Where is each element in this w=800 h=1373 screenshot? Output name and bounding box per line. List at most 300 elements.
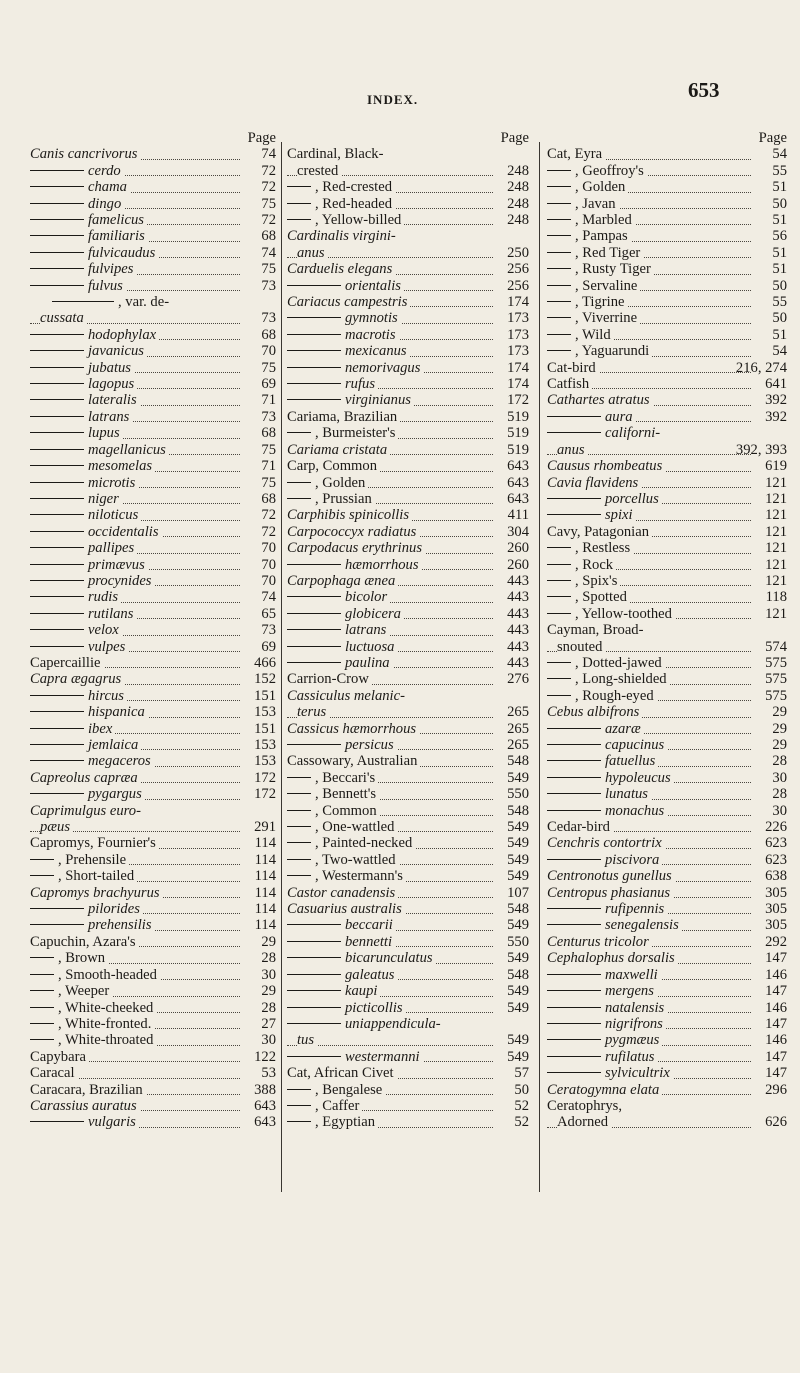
entry-page-number: 55 bbox=[772, 162, 787, 179]
index-entry bbox=[547, 983, 787, 999]
entry-term: Cat, African Civet bbox=[287, 1065, 394, 1082]
entry-term: occidentalis bbox=[88, 523, 159, 540]
entry-page-number: 68 bbox=[261, 326, 276, 343]
entry-term: Cariacus campestris bbox=[287, 294, 408, 311]
entry-term: persicus bbox=[345, 737, 394, 754]
entry-page-number: 575 bbox=[765, 654, 787, 671]
index-entry bbox=[30, 392, 276, 408]
entry-page-number: 71 bbox=[261, 392, 276, 409]
index-entry bbox=[30, 704, 276, 720]
index-entry bbox=[30, 1065, 276, 1081]
ditto-dash bbox=[547, 301, 571, 302]
index-entry bbox=[547, 376, 787, 392]
entry-page-number: 265 bbox=[507, 737, 529, 754]
ditto-dash bbox=[30, 793, 84, 794]
index-entry bbox=[547, 327, 787, 343]
entry-page-number: 643 bbox=[254, 1114, 276, 1131]
entry-text-wrap bbox=[30, 901, 143, 917]
entry-text-wrap bbox=[30, 868, 137, 884]
entry-page-number: 549 bbox=[507, 917, 529, 934]
entry-text-wrap bbox=[287, 261, 395, 277]
entry-page-number: 172 bbox=[507, 392, 529, 409]
index-entry bbox=[30, 770, 276, 786]
entry-page-number: 147 bbox=[765, 1065, 787, 1082]
entry-term: , Yellow-billed bbox=[315, 212, 402, 229]
ditto-dash bbox=[287, 482, 311, 483]
entry-text-wrap bbox=[547, 376, 592, 392]
ditto-dash bbox=[287, 317, 341, 318]
ditto-dash bbox=[287, 350, 341, 351]
index-column-3 bbox=[547, 130, 787, 1131]
entry-page-number: 114 bbox=[254, 884, 276, 901]
entry-text-wrap bbox=[287, 475, 368, 491]
entry-text-wrap bbox=[287, 1065, 397, 1081]
entry-term: , Rough-eyed bbox=[575, 687, 654, 704]
entry-text-wrap bbox=[30, 524, 162, 540]
ditto-dash bbox=[30, 170, 84, 171]
entry-text-wrap bbox=[547, 179, 628, 195]
entry-page-number: 549 bbox=[507, 868, 529, 885]
entry-page-number: 172 bbox=[254, 786, 276, 803]
entry-page-number: 276 bbox=[507, 671, 529, 688]
index-entry bbox=[287, 491, 529, 507]
entry-term: Cassiculus melanic- bbox=[287, 687, 405, 704]
entry-page-number: 28 bbox=[261, 999, 276, 1016]
entry-text-wrap bbox=[30, 704, 148, 720]
index-entry bbox=[30, 524, 276, 540]
entry-page-number: 146 bbox=[765, 999, 787, 1016]
entry-text-wrap bbox=[547, 491, 662, 507]
entry-term: vulpes bbox=[88, 638, 126, 655]
entry-page-number: 69 bbox=[261, 638, 276, 655]
ditto-dash bbox=[287, 810, 311, 811]
entry-term: Caprimulgus euro- bbox=[30, 802, 141, 819]
index-entry bbox=[30, 753, 276, 769]
ditto-dash bbox=[30, 728, 84, 729]
entry-term: , Prehensile bbox=[58, 851, 127, 868]
index-entry bbox=[547, 622, 787, 638]
entry-text-wrap bbox=[30, 179, 130, 195]
entry-text-wrap bbox=[547, 901, 667, 917]
index-entry bbox=[287, 721, 529, 737]
ditto-dash bbox=[30, 350, 84, 351]
entry-page-number: 30 bbox=[261, 966, 276, 983]
entry-term: , Short-tailed bbox=[58, 868, 135, 885]
entry-page-number: 114 bbox=[254, 917, 276, 934]
entry-term: Capuchin, Azara's bbox=[30, 933, 136, 950]
ditto-dash bbox=[30, 416, 84, 417]
index-entry bbox=[287, 639, 529, 655]
entry-text-wrap bbox=[287, 803, 380, 819]
index-entry bbox=[287, 655, 529, 671]
ditto-dash bbox=[52, 301, 114, 302]
ditto-dash bbox=[30, 547, 84, 548]
entry-text-wrap bbox=[547, 1032, 662, 1048]
entry-term: , White-cheeked bbox=[58, 999, 154, 1016]
index-entry bbox=[30, 688, 276, 704]
ditto-dash bbox=[287, 1007, 341, 1008]
entry-term: Carphibis spinicollis bbox=[287, 507, 410, 524]
ditto-dash bbox=[547, 170, 571, 171]
entry-page-number: 73 bbox=[261, 310, 276, 327]
entry-term: , Bennett's bbox=[315, 786, 376, 803]
ditto-dash bbox=[287, 367, 341, 368]
ditto-dash bbox=[287, 596, 341, 597]
entry-page-number: 549 bbox=[507, 950, 529, 967]
entry-text-wrap bbox=[547, 967, 661, 983]
entry-term: Cassowary, Australian bbox=[287, 753, 418, 770]
ditto-dash bbox=[30, 1039, 54, 1040]
entry-page-number: 68 bbox=[261, 228, 276, 245]
entry-text-wrap bbox=[30, 392, 140, 408]
column-rule bbox=[281, 142, 282, 1192]
ditto-dash bbox=[547, 317, 571, 318]
entry-term: Ceratogymna elata bbox=[547, 1081, 660, 1098]
ditto-dash bbox=[287, 613, 341, 614]
index-entry bbox=[287, 622, 529, 638]
entry-term: rutilans bbox=[88, 605, 134, 622]
entry-text-wrap bbox=[30, 639, 128, 655]
entry-page-number: 153 bbox=[254, 753, 276, 770]
index-entry bbox=[547, 967, 787, 983]
entry-term: terus bbox=[297, 704, 327, 721]
entry-page-number: 50 bbox=[772, 310, 787, 327]
entry-text-wrap bbox=[547, 1098, 625, 1114]
entry-term: latrans bbox=[88, 408, 130, 425]
entry-text-wrap bbox=[30, 852, 129, 868]
entry-term: Capybara bbox=[30, 1048, 86, 1065]
index-entry bbox=[30, 1000, 276, 1016]
column-page-heading: Page bbox=[758, 130, 787, 146]
ditto-dash bbox=[547, 186, 571, 187]
entry-term: , var. de- bbox=[118, 294, 170, 311]
ditto-dash bbox=[30, 482, 84, 483]
index-entry bbox=[287, 868, 529, 884]
entry-page-number: 70 bbox=[261, 556, 276, 573]
index-entry bbox=[547, 934, 787, 950]
entry-text-wrap bbox=[30, 458, 155, 474]
entry-term: Cavy, Patagonian bbox=[547, 523, 649, 540]
entry-term: , Egyptian bbox=[315, 1114, 375, 1131]
entry-page-number: 549 bbox=[507, 835, 529, 852]
entry-term: Cedar-bird bbox=[547, 819, 610, 836]
index-entry bbox=[30, 228, 276, 244]
entry-text-wrap bbox=[287, 786, 379, 802]
entry-page-number: 548 bbox=[507, 966, 529, 983]
entry-page-number: 29 bbox=[772, 720, 787, 737]
index-entry bbox=[287, 901, 529, 917]
entry-text-wrap bbox=[30, 1098, 140, 1114]
ditto-dash bbox=[287, 498, 311, 499]
entry-term: procynides bbox=[88, 572, 152, 589]
entry-text-wrap bbox=[30, 885, 163, 901]
ditto-dash bbox=[30, 367, 84, 368]
entry-text-wrap bbox=[30, 425, 123, 441]
entry-text-wrap bbox=[547, 540, 633, 556]
entry-term: aura bbox=[605, 408, 633, 425]
entry-text-wrap bbox=[287, 557, 422, 573]
entry-text-wrap bbox=[30, 212, 147, 228]
entry-text-wrap bbox=[547, 606, 675, 622]
index-entry bbox=[547, 1049, 787, 1065]
index-entry bbox=[287, 1032, 529, 1048]
ditto-dash bbox=[287, 285, 341, 286]
entry-term: galeatus bbox=[345, 966, 395, 983]
index-entry bbox=[547, 721, 787, 737]
index-entry bbox=[30, 261, 276, 277]
index-entry bbox=[30, 622, 276, 638]
entry-term: , Common bbox=[315, 802, 377, 819]
entry-term: kaupi bbox=[345, 983, 378, 1000]
ditto-dash bbox=[547, 1023, 601, 1024]
ditto-dash bbox=[547, 1056, 601, 1057]
entry-term: rufipennis bbox=[605, 901, 665, 918]
entry-text-wrap bbox=[547, 589, 630, 605]
entry-text-wrap bbox=[547, 557, 616, 573]
entry-term: , Golden bbox=[315, 474, 366, 491]
entry-text-wrap bbox=[547, 310, 640, 326]
entry-term: Caracal bbox=[30, 1065, 75, 1082]
entry-page-number: 519 bbox=[507, 425, 529, 442]
index-entry bbox=[30, 1049, 276, 1065]
entry-term: bicarunculatus bbox=[345, 950, 433, 967]
entry-term: famelicus bbox=[88, 212, 144, 229]
entry-text-wrap bbox=[557, 639, 605, 655]
entry-term: anus bbox=[557, 441, 585, 458]
ditto-dash bbox=[287, 383, 341, 384]
entry-term: vulgaris bbox=[88, 1114, 136, 1131]
entry-term: Carpococcyx radiatus bbox=[287, 523, 417, 540]
entry-text-wrap bbox=[287, 507, 412, 523]
index-entry bbox=[287, 163, 529, 179]
entry-term: Capreolus capræa bbox=[30, 769, 138, 786]
index-entry bbox=[30, 376, 276, 392]
entry-term: beccarii bbox=[345, 917, 393, 934]
entry-term: rufilatus bbox=[605, 1048, 655, 1065]
index-entry bbox=[547, 310, 787, 326]
entry-page-number: 118 bbox=[765, 589, 787, 606]
entry-text-wrap bbox=[287, 376, 378, 392]
entry-text-wrap bbox=[30, 655, 104, 671]
entry-text-wrap bbox=[547, 261, 654, 277]
index-entry bbox=[30, 852, 276, 868]
entry-term: , Burmeister's bbox=[315, 425, 396, 442]
entry-page-number: 29 bbox=[772, 704, 787, 721]
entry-term: megaceros bbox=[88, 753, 151, 770]
entry-page-number: 443 bbox=[507, 638, 529, 655]
ditto-dash bbox=[287, 1023, 341, 1024]
ditto-dash bbox=[287, 662, 341, 663]
index-entry bbox=[30, 196, 276, 212]
entry-text-wrap bbox=[30, 589, 121, 605]
entry-text-wrap bbox=[287, 835, 415, 851]
index-entry bbox=[547, 294, 787, 310]
entry-text-wrap bbox=[30, 917, 155, 933]
ditto-dash bbox=[30, 859, 54, 860]
ditto-dash bbox=[30, 334, 84, 335]
entry-text-wrap bbox=[287, 606, 404, 622]
entry-page-number: 121 bbox=[765, 556, 787, 573]
entry-term: Capercaillie bbox=[30, 654, 101, 671]
index-entry bbox=[30, 967, 276, 983]
entry-page-number: 388 bbox=[254, 1081, 276, 1098]
entry-term: piscivora bbox=[605, 851, 660, 868]
entry-text-wrap bbox=[287, 770, 378, 786]
entry-term: , Dotted-jawed bbox=[575, 654, 662, 671]
ditto-dash bbox=[547, 662, 571, 663]
entry-page-number: 50 bbox=[772, 195, 787, 212]
entry-term: orientalis bbox=[345, 277, 401, 294]
entry-page-number: 619 bbox=[765, 458, 787, 475]
entry-text-wrap bbox=[547, 868, 675, 884]
entry-text-wrap bbox=[30, 146, 140, 162]
entry-text-wrap bbox=[287, 1098, 362, 1114]
ditto-dash bbox=[287, 334, 341, 335]
entry-term: monachus bbox=[605, 802, 665, 819]
entry-text-wrap bbox=[547, 507, 636, 523]
entry-term: mesomelas bbox=[88, 458, 153, 475]
index-entry bbox=[30, 950, 276, 966]
entry-term: , Servaline bbox=[575, 277, 638, 294]
entry-text-wrap bbox=[287, 360, 423, 376]
index-entry bbox=[287, 1114, 529, 1130]
ditto-dash bbox=[287, 432, 311, 433]
entry-term: fulvipes bbox=[88, 261, 134, 278]
entry-page-number: 250 bbox=[507, 244, 529, 261]
index-entry bbox=[287, 196, 529, 212]
entry-text-wrap bbox=[287, 1049, 423, 1065]
entry-term: , Caffer bbox=[315, 1097, 360, 1114]
entry-term: paulina bbox=[345, 654, 390, 671]
entry-term: senegalensis bbox=[605, 917, 679, 934]
entry-text-wrap bbox=[287, 524, 419, 540]
entry-term: spixi bbox=[605, 507, 633, 524]
entry-term: , Golden bbox=[575, 179, 626, 196]
entry-page-number: 296 bbox=[765, 1081, 787, 1098]
index-entry bbox=[547, 1082, 787, 1098]
entry-term: , White-throated bbox=[58, 1032, 154, 1049]
entry-page-number: 265 bbox=[507, 704, 529, 721]
column-page-heading: Page bbox=[247, 130, 276, 146]
index-entry bbox=[547, 228, 787, 244]
index-entry bbox=[30, 507, 276, 523]
ditto-dash bbox=[547, 1072, 601, 1073]
index-entry bbox=[30, 786, 276, 802]
entry-page-number: 305 bbox=[765, 901, 787, 918]
index-entry bbox=[547, 671, 787, 687]
entry-text-wrap bbox=[547, 327, 614, 343]
entry-term: lagopus bbox=[88, 376, 135, 393]
index-entry bbox=[30, 983, 276, 999]
entry-page-number: 643 bbox=[254, 1097, 276, 1114]
entry-page-number: 70 bbox=[261, 572, 276, 589]
index-entry bbox=[287, 294, 529, 310]
ditto-dash bbox=[547, 974, 601, 975]
index-entry bbox=[287, 1049, 529, 1065]
index-entry bbox=[547, 753, 787, 769]
index-entry bbox=[287, 475, 529, 491]
entry-page-number: 114 bbox=[254, 901, 276, 918]
entry-term: anus bbox=[297, 244, 325, 261]
entry-term: , Yaguarundi bbox=[575, 343, 650, 360]
entry-page-number: 549 bbox=[507, 851, 529, 868]
entry-page-number: 248 bbox=[507, 162, 529, 179]
entry-text-wrap bbox=[287, 179, 395, 195]
index-entry bbox=[30, 245, 276, 261]
entry-term: chama bbox=[88, 179, 127, 196]
index-entry bbox=[287, 1000, 529, 1016]
entry-term: porcellus bbox=[605, 490, 659, 507]
ditto-dash bbox=[547, 859, 601, 860]
entry-page-number: 29 bbox=[772, 737, 787, 754]
entry-text-wrap bbox=[287, 228, 399, 244]
entry-page-number: 121 bbox=[765, 507, 787, 524]
entry-term: , Rock bbox=[575, 556, 614, 573]
entry-term: niloticus bbox=[88, 507, 139, 524]
index-entry bbox=[287, 343, 529, 359]
index-entry bbox=[547, 868, 787, 884]
entry-text-wrap bbox=[30, 950, 108, 966]
entry-page-number: 643 bbox=[507, 490, 529, 507]
ditto-dash bbox=[547, 810, 601, 811]
entry-page-number: 114 bbox=[254, 851, 276, 868]
index-entry bbox=[287, 704, 529, 720]
index-entry bbox=[30, 557, 276, 573]
entry-text-wrap bbox=[30, 1000, 156, 1016]
entry-term: hæmorrhous bbox=[345, 556, 419, 573]
index-entry bbox=[287, 1065, 529, 1081]
entry-term: pilorides bbox=[88, 901, 140, 918]
index-entry bbox=[287, 1016, 529, 1032]
index-entry bbox=[547, 950, 787, 966]
ditto-dash bbox=[287, 941, 341, 942]
entry-page-number: 121 bbox=[765, 540, 787, 557]
entry-text-wrap bbox=[547, 852, 662, 868]
index-entry bbox=[287, 885, 529, 901]
entry-text-wrap bbox=[30, 507, 141, 523]
index-entry bbox=[287, 983, 529, 999]
entry-text-wrap bbox=[287, 819, 397, 835]
entry-term: Capra ægagrus bbox=[30, 671, 122, 688]
entry-term: Causus rhombeatus bbox=[547, 458, 663, 475]
index-entry bbox=[547, 179, 787, 195]
entry-text-wrap bbox=[30, 294, 172, 310]
entry-term: lunatus bbox=[605, 786, 648, 803]
ditto-dash bbox=[30, 924, 84, 925]
ditto-dash bbox=[30, 465, 84, 466]
index-entry bbox=[547, 409, 787, 425]
entry-page-number: 65 bbox=[261, 605, 276, 622]
ditto-dash bbox=[287, 777, 311, 778]
entry-page-number: 443 bbox=[507, 589, 529, 606]
entry-page-number: 550 bbox=[507, 933, 529, 950]
ditto-dash bbox=[547, 219, 571, 220]
entry-text-wrap bbox=[287, 196, 395, 212]
entry-term: rudis bbox=[88, 589, 119, 606]
index-entry bbox=[30, 327, 276, 343]
column-rule bbox=[539, 142, 540, 1192]
entry-page-number: 549 bbox=[507, 769, 529, 786]
entry-page-number: 643 bbox=[507, 458, 529, 475]
entry-text-wrap bbox=[30, 606, 136, 622]
entry-page-number: 392, 393 bbox=[735, 441, 787, 458]
entry-page-number: 291 bbox=[254, 819, 276, 836]
index-entry bbox=[287, 310, 529, 326]
ditto-dash bbox=[547, 252, 571, 253]
ditto-dash bbox=[30, 744, 84, 745]
ditto-dash bbox=[547, 416, 601, 417]
entry-term: macrotis bbox=[345, 326, 396, 343]
